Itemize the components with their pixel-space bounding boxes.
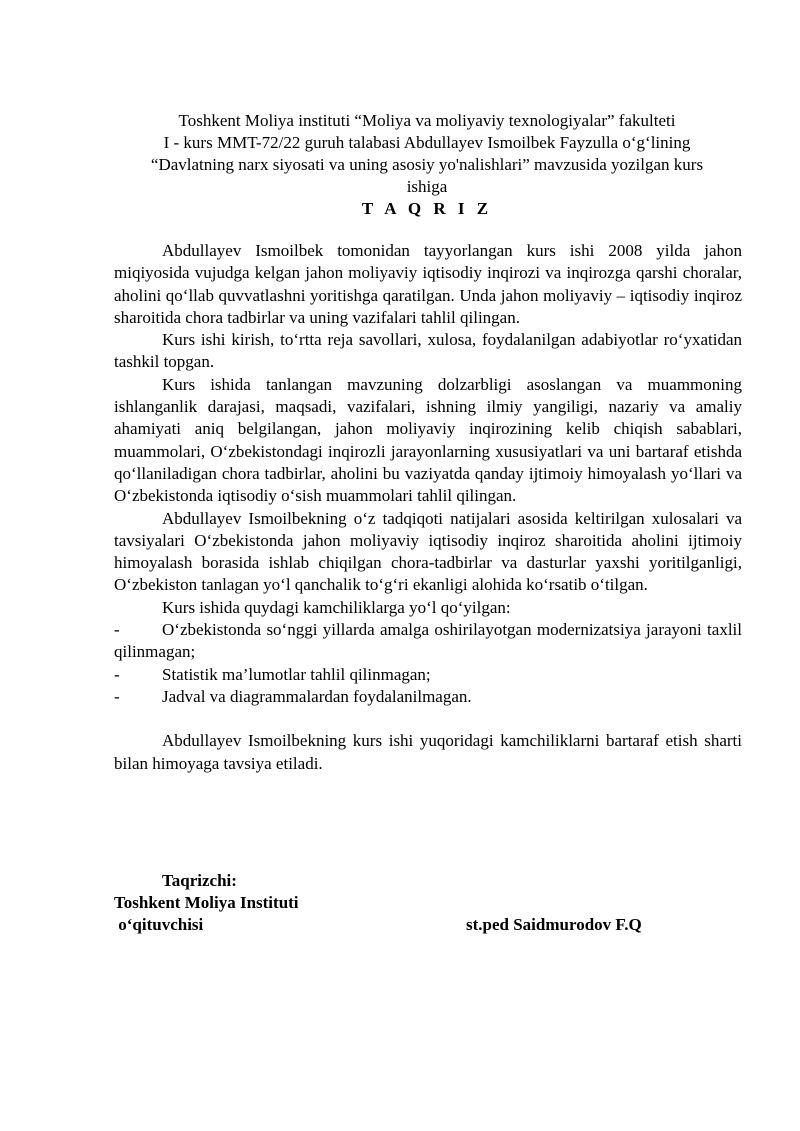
paragraph-analysis: Kurs ishida tanlangan mavzuning dolzarbligi asoslangan va muammoning ishlanganlik darajasi, maqsadi, vazifalari, ishning ilmiy yangiligi, nazariy va amaliy ahamiyati aniq belgilangan, jahon moliyaviy inqirozining kelib chiqish sabablari, muammolari, O‘zbekistondagi inqirozli jarayonlarning xususiyatlari va uni bartaraf etishda qo‘llaniladigan chora tadbirlar, aholini bu vaziyatda qanday ijtimoiy himoyalash yo‘llari va O‘zbekistonda iqtisodiy o‘sish muammolari tahlil qilingan. [114,374,742,506]
paragraph-recommendation: Abdullayev Ismoilbekning kurs ishi yuqoridagi kamchiliklarni bartaraf etish sharti bilan himoyaga tavsiya etiladi. [114,731,742,773]
dash-bullet: - [114,664,120,684]
paragraph-shortcomings-intro: Kurs ishida quydagi kamchiliklarga yo‘l qo‘yilgan: [162,597,511,617]
paragraph-intro: Abdullayev Ismoilbek tomonidan tayyorlangan kurs ishi 2008 yilda jahon miqiyosida vujudga kelgan jahon moliyaviy iqtisodiy inqirozi va inqirozga qarshi choralar, aholini qo‘llab quvvatlashni yoritishga qaratilgan. Unda jahon moliyaviy – iqtisodiy inqiroz sharoitida chora tadbirlar va uning vazifalari tahlil qilingan. [114,241,742,327]
paragraph-structure: Kurs ishi kirish, to‘rtta reja savollari, xulosa, foydalanilgan adabiyotlar ro‘yxatidan tashkil topgan. [114,330,742,372]
shortcoming-item [114,664,742,686]
reviewer-role: Taqrizchi: [162,871,237,890]
signature-block [114,870,742,936]
shortcoming-item [114,686,742,708]
document-heading [112,110,742,198]
dash-bullet: - [114,686,120,706]
shortcoming-text: Statistik ma’lumotlar tahlil qilinmagan; [162,664,431,684]
heading-line-student: I - kurs MMT-72/22 guruh talabasi Abdullayev Ismoilbek Fayzulla o‘g‘lining [163,133,691,152]
shortcoming-text: O‘zbekistonda so‘nggi yillarda amalga oshirilayotgan modernizatsiya jarayoni taxlil qilinmagan; [114,620,742,662]
heading-line-faculty: Toshkent Moliya instituti “Moliya va moliyaviy texnologiyalar” fakulteti [178,111,676,130]
heading-line-topic: “Davlatning narx siyosati va uning asosiy yo'nalishlari” mavzusida yozilgan kurs [150,155,704,174]
review-body [114,240,742,775]
reviewer-institution: Toshkent Moliya Instituti [114,893,299,912]
paragraph-conclusions: Abdullayev Ismoilbekning o‘z tadqiqoti natijalari asosida keltirilgan xulosalari va tavsiyalari O‘zbekistonda jahon moliyaviy iqtisodiy inqiroz sharoitida aholini ijtimoiy himoyalash borasida ishlab chiqilgan chora-tadbirlar va dasturlar yaxshi yoritilganligi, O‘zbekiston tanlagan yo‘l qanchalik to‘g‘ri ekanligi alohida ko‘rsatib o‘tilgan. [114,508,742,595]
document-title: T A Q R I Z [361,199,493,218]
reviewer-position-row [114,914,742,936]
reviewer-name: st.ped Saidmurodov F.Q [466,915,642,934]
shortcoming-item [114,619,742,664]
dash-bullet: - [114,620,120,640]
reviewer-position: o‘qituvchisi [114,915,204,934]
shortcoming-text: Jadval va diagrammalardan foydalanilmagan. [162,686,472,706]
spacer [114,708,742,730]
heading-line-work: ishiga [406,177,448,196]
